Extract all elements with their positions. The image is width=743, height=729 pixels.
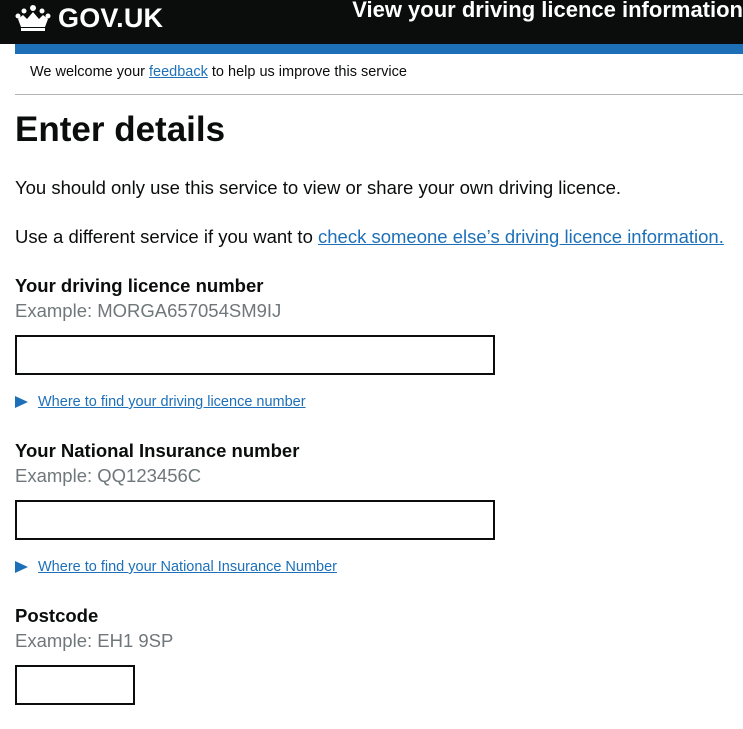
feedback-suffix: to help us improve this service bbox=[211, 64, 407, 80]
postcode-input[interactable] bbox=[15, 665, 135, 705]
licence-number-help-toggle[interactable] bbox=[15, 394, 306, 410]
ni-number-help-link[interactable]: Where to find your National Insurance Number bbox=[38, 559, 338, 575]
alternative-service-prefix: Use a different service if you want to bbox=[15, 226, 313, 247]
feedback-banner bbox=[30, 64, 407, 80]
crown-icon bbox=[15, 4, 51, 32]
site-header bbox=[0, 0, 743, 44]
page-title: Enter details bbox=[15, 110, 226, 149]
service-name-link[interactable]: View your driving licence information bbox=[352, 0, 743, 22]
header-blue-band bbox=[15, 44, 743, 54]
postcode-hint: Example: EH1 9SP bbox=[15, 630, 174, 651]
feedback-prefix: We welcome your bbox=[30, 64, 145, 80]
postcode-label: Postcode bbox=[15, 605, 99, 626]
intro-paragraph: You should only use this service to view or share your own driving licence. bbox=[15, 177, 622, 198]
check-someone-else-link[interactable]: check someone else’s driving licence information. bbox=[318, 226, 724, 247]
logo-text: GOV.UK bbox=[58, 2, 164, 33]
ni-number-hint: Example: QQ123456C bbox=[15, 465, 202, 486]
ni-number-label: Your National Insurance number bbox=[15, 440, 300, 461]
feedback-link[interactable]: feedback bbox=[149, 64, 208, 80]
licence-number-hint: Example: MORGA657054SM9IJ bbox=[15, 300, 282, 321]
triangle-right-icon bbox=[15, 561, 28, 573]
triangle-right-icon bbox=[15, 396, 28, 408]
ni-number-help-toggle[interactable] bbox=[15, 559, 337, 575]
section-divider bbox=[15, 94, 743, 95]
alternative-service-paragraph bbox=[15, 226, 724, 248]
ni-number-input[interactable] bbox=[15, 500, 495, 540]
licence-number-label: Your driving licence number bbox=[15, 275, 264, 296]
licence-number-help-link[interactable]: Where to find your driving licence number bbox=[38, 394, 306, 410]
govuk-logo-link[interactable] bbox=[15, 2, 163, 34]
licence-number-input[interactable] bbox=[15, 335, 495, 375]
